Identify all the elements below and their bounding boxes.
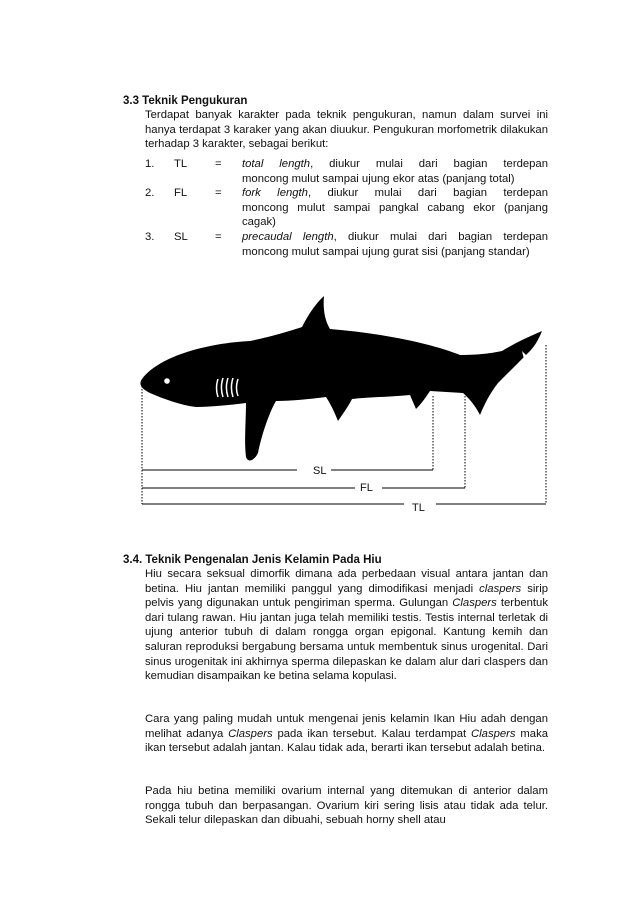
shark-silhouette [140, 296, 542, 460]
item-term: precaudal length [242, 230, 334, 243]
intro-paragraph: Terdapat banyak karakter pada teknik pengukuran, namun dalam survei ini hanya terdapat 3 karaker yang akan diuukur. Pengukuran morfometrik dilakukan terhadap 3 karakter, sebagai berikut: [145, 109, 548, 151]
section-heading-3-3: 3.3 Teknik Pengukuran [123, 95, 248, 107]
shark-eye [164, 378, 170, 384]
paragraph-female: Pada hiu betina memiliki ovarium internal yang ditemukan di anterior dalam rongga tubuh dan berpasangan. Ovarium kiri sering lisis atau tidak ada telur. Sekali telur dilepaskan dan dibuahi, sebuah horny shell atau [145, 785, 548, 827]
para-text: sirip pelvis yang digunakan untuk pengiriman sperma. Gulungan [145, 582, 548, 610]
item-text-line1: , diukur mulai dari bagian terdepan [310, 158, 548, 170]
item-text-line1: , diukur mulai dari bagian terdepan [307, 187, 548, 200]
item-description [242, 230, 548, 259]
item-description [242, 186, 548, 230]
item-number: 3. [145, 230, 155, 243]
item-number: 1. [145, 158, 155, 170]
para-italic-term: Claspers [228, 727, 273, 740]
para-text: maka ikan tersebut adalah jantan. Kalau tidak ada, berarti ikan tersebut adalah betina. [145, 727, 548, 755]
item-text: moncong mulut sampai pangkal cabang ekor (panjang cagak) [242, 201, 548, 229]
para-italic-term: claspers [479, 582, 522, 595]
measurement-list [145, 157, 548, 259]
para-italic-term: Claspers [452, 597, 497, 610]
measurement-lines [142, 470, 546, 504]
item-term: fork length [242, 187, 308, 200]
item-equals: = [215, 187, 222, 200]
paragraph-identification [145, 712, 548, 756]
para-text: Cara yang paling mudah untuk mengenai jenis kelamin Ikan Hiu adah dengan melihat adanya [145, 713, 548, 740]
shark-measurement-figure [130, 293, 560, 525]
item-abbreviation: SL [174, 230, 188, 243]
para-text: Hiu secara seksual dimorfik dimana ada perbedaan visual antara jantan dan betina. Hiu jantan memiliki panggul yang dimodifikasi menjadi [145, 568, 548, 595]
item-abbreviation: FL [174, 187, 188, 200]
item-term: total length [242, 158, 311, 170]
list-item-sl [145, 230, 548, 259]
section-heading-3-4: 3.4. Teknik Pengenalan Jenis Kelamin Pada Hiu [123, 554, 382, 566]
item-text-line1: , diukur mulai dari bagian terdepan [333, 230, 548, 243]
para-text: pada ikan tersebut. Kalau terdampat [272, 727, 471, 740]
item-description [242, 157, 548, 186]
shark-diagram [130, 293, 560, 525]
item-number: 2. [145, 187, 155, 200]
list-item-fl [145, 186, 548, 230]
item-text: moncong mulut sampai ujung gurat sisi (panjang standar) [242, 245, 530, 258]
para-italic-term: Claspers [471, 727, 516, 740]
list-item-tl [145, 157, 548, 186]
item-equals: = [215, 230, 222, 243]
fl-label: FL [360, 482, 373, 494]
sl-label: SL [313, 465, 327, 477]
item-abbreviation: TL [174, 158, 188, 170]
para-text: terbentuk dari tulang rawan. Hiu jantan juga telah memiliki testis. Testis internal terletak di ujung anterior tubuh di dalam rongga organ epigonal. Kantung kemih dan saluran reproduksi bergabung bersama untuk membentuk sinus urogenital. Dari sinus urogenitak ini akhirnya sperma dilepaskan ke dalam alur dari claspers dan kemudian disampaikan ke betina selama kopulasi. [145, 597, 548, 683]
paragraph-dimorphism [145, 567, 548, 684]
tl-label: TL [412, 502, 425, 514]
item-text: moncong mulut sampai ujung ekor atas (panjang total) [242, 172, 515, 185]
item-equals: = [215, 158, 222, 170]
